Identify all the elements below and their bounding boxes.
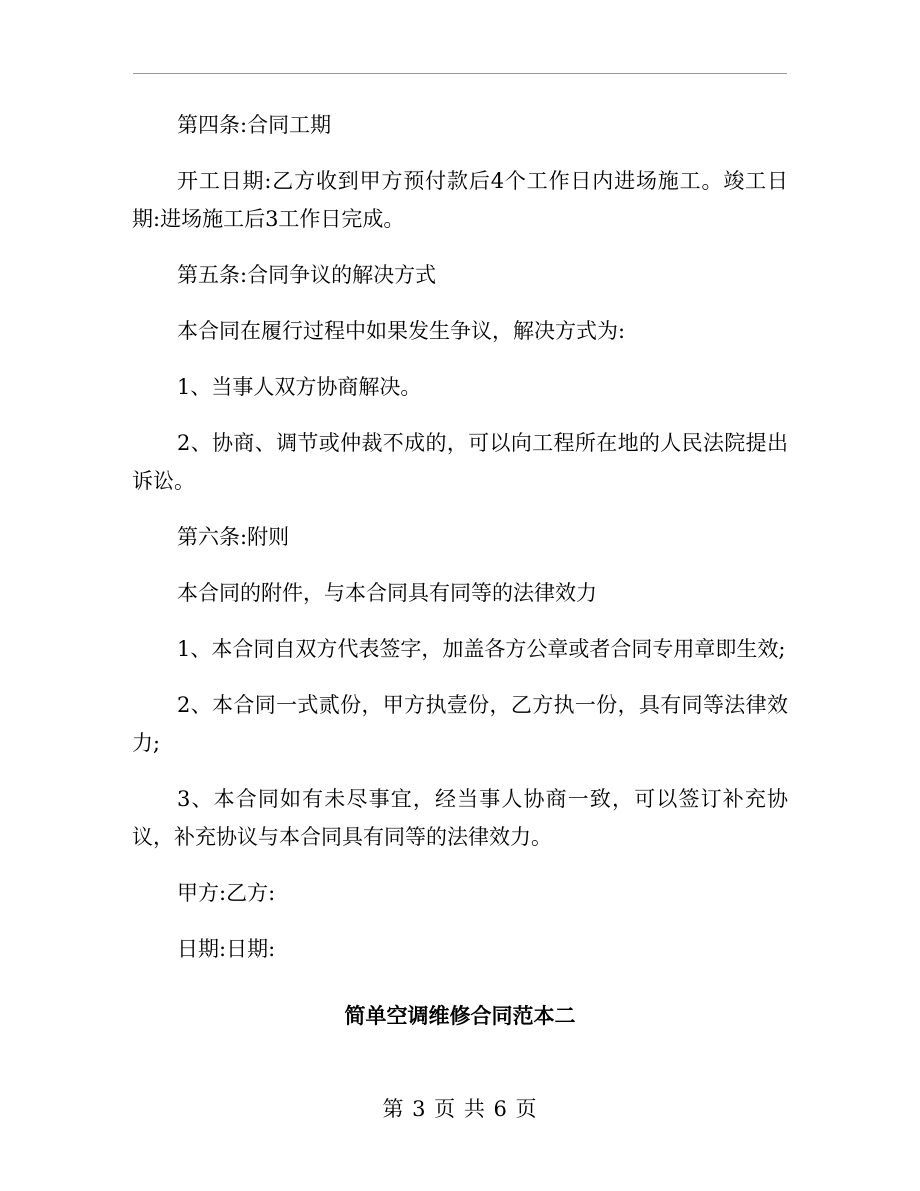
article-5-item-1: 1、当事人双方协商解决。 xyxy=(177,375,422,399)
page-footer: 第 3 页 共 6 页 xyxy=(382,1097,538,1121)
section-title: 简单空调维修合同范本二 xyxy=(344,1003,576,1028)
article-6-item-2: 2、本合同一式贰份，甲方执壹份，乙方执一份，具有同等法律效力; xyxy=(132,693,788,755)
signature-dates: 日期:日期: xyxy=(177,937,276,961)
article-6-item-1: 1、本合同自双方代表签字，加盖各方公章或者合同专用章即生效; xyxy=(177,637,786,661)
article-4-text: 开工日期:乙方收到甲方预付款后4个工作日内进场施工。竣工日期:进场施工后3工作日完成。 xyxy=(132,169,788,231)
article-5-item-2: 2、协商、调节或仲裁不成的，可以向工程所在地的人民法院提出诉讼。 xyxy=(132,431,788,493)
article-5-intro: 本合同在履行过程中如果发生争议，解决方式为: xyxy=(177,319,626,343)
article-4-heading: 第四条:合同工期 xyxy=(177,113,332,137)
article-6-item-3: 3、本合同如有未尽事宜，经当事人协商一致，可以签订补充协议，补充协议与本合同具有同等的法律效力。 xyxy=(132,787,788,849)
article-5-heading: 第五条:合同争议的解决方式 xyxy=(177,263,437,287)
article-6-heading: 第六条:附则 xyxy=(177,525,290,549)
article-6-intro: 本合同的附件，与本合同具有同等的法律效力 xyxy=(177,581,597,605)
header-rule xyxy=(133,73,787,74)
signature-parties: 甲方:乙方: xyxy=(177,881,276,905)
document-body xyxy=(132,106,788,986)
